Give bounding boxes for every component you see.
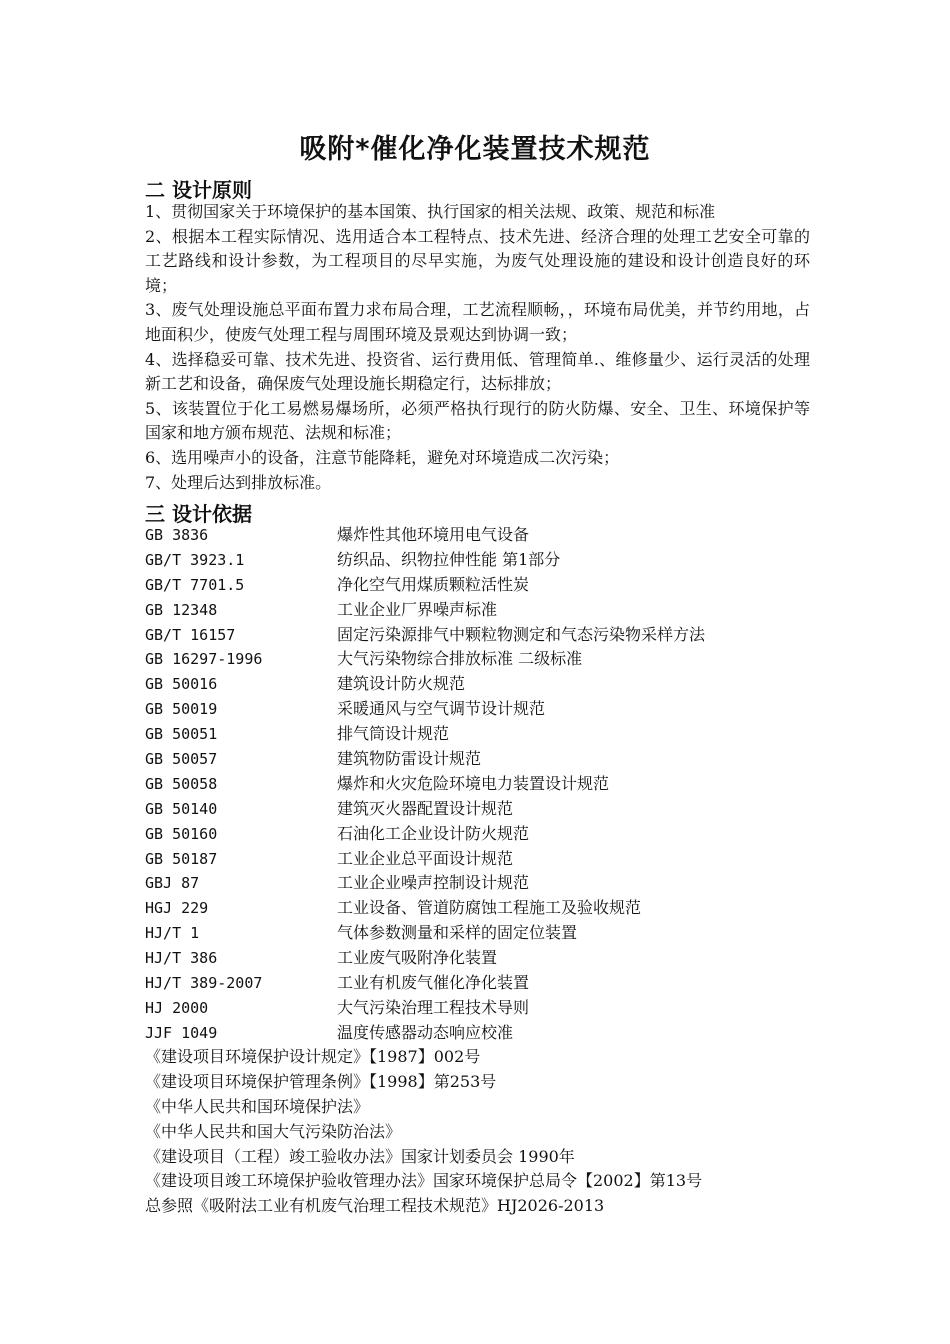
standard-code: GB/T 7701.5 <box>145 575 245 594</box>
standard-name: 爆炸和火灾危险环境电力装置设计规范 <box>337 773 610 793</box>
standard-name: 石油化工企业设计防火规范 <box>337 823 530 843</box>
standard-row <box>145 772 705 797</box>
standard-code: GB 50051 <box>145 725 218 744</box>
standard-code: HJ/T 386 <box>145 949 218 968</box>
standard-code: JJF 1049 <box>145 1023 218 1042</box>
regulations-list <box>145 1045 702 1219</box>
standard-code: GB 3836 <box>145 526 209 544</box>
standard-name: 大气污染物综合排放标准 二级标准 <box>337 649 583 669</box>
standard-name: 净化空气用煤质颗粒活性炭 <box>337 574 530 594</box>
standard-row <box>145 971 705 996</box>
standard-row <box>145 946 705 971</box>
standard-row <box>145 623 705 648</box>
standard-code: GB 50058 <box>145 774 218 793</box>
standard-row <box>145 871 705 896</box>
standard-row <box>145 672 705 697</box>
standard-row <box>145 722 705 747</box>
standard-name: 工业企业总平面设计规范 <box>337 848 514 868</box>
standard-name: 工业废气吸附净化装置 <box>337 948 498 968</box>
standard-code: GBJ 87 <box>145 874 200 893</box>
principle-item: 1、贯彻国家关于环境保护的基本国策、执行国家的相关法规、政策、规范和标准 <box>145 202 716 221</box>
standard-row <box>145 797 705 822</box>
standard-code: HGJ 229 <box>145 899 209 918</box>
standard-row <box>145 523 705 548</box>
standard-name: 工业有机废气催化净化装置 <box>337 973 530 993</box>
principle-item: 5、该装置位于化工易燃易爆场所，必须严格执行现行的防火防爆、安全、卫生、环境保护等国家和地方颁布规范、法规和标准； <box>145 398 810 443</box>
design-principles-list <box>145 200 810 495</box>
standard-name: 建筑物防雷设计规范 <box>337 749 482 769</box>
standard-name: 纺织品、织物拉伸性能 第1部分 <box>337 549 561 569</box>
regulation-item: 《建设项目（工程）竣工验收办法》国家计划委员会 1990年 <box>145 1146 575 1166</box>
regulation-item: 《建设项目环境保护设计规定》【1987】002号 <box>145 1047 481 1066</box>
standard-row <box>145 647 705 672</box>
principle-item: 2、根据本工程实际情况、选用适合本工程特点、技术先进、经济合理的处理工艺安全可靠的工艺路线和设计参数，为工程项目的尽早实施，为废气处理设施的建设和设计创造良好的环境； <box>145 226 810 295</box>
regulation-item: 总参照《吸附法工业有机废气治理工程技术规范》HJ2026-2013 <box>145 1196 605 1216</box>
standard-name: 工业企业厂界噪声标准 <box>337 599 498 619</box>
principle-item: 4、选择稳妥可靠、技术先进、投资省、运行费用低、管理简单.、维修量少、运行灵活的处理新工艺和设备，确保废气处理设施长期稳定行，达标排放； <box>145 349 810 394</box>
standard-row <box>145 548 705 573</box>
standard-code: GB 50187 <box>145 849 218 868</box>
standards-list <box>145 523 705 1046</box>
section-heading-design-principles: 二 设计原则 <box>145 178 252 202</box>
standard-code: GB 50140 <box>145 799 218 818</box>
standard-name: 工业企业噪声控制设计规范 <box>337 873 530 893</box>
standard-name: 排气筒设计规范 <box>337 724 450 744</box>
standard-row <box>145 598 705 623</box>
standard-row <box>145 896 705 921</box>
standard-name: 建筑灭火器配置设计规范 <box>337 798 514 818</box>
standard-name: 爆炸性其他环境用电气设备 <box>337 525 530 544</box>
principle-item: 7、处理后达到排放标准。 <box>145 472 332 492</box>
standard-code: GB/T 16157 <box>145 625 236 644</box>
document-title: 吸附*催化净化装置技术规范 <box>299 134 651 165</box>
regulation-item: 《建设项目竣工环境保护验收管理办法》国家环境保护总局令【2002】第13号 <box>145 1171 703 1191</box>
standard-code: HJ/T 1 <box>145 924 200 943</box>
standard-code: GB/T 3923.1 <box>145 550 245 569</box>
standard-name: 采暖通风与空气调节设计规范 <box>337 699 546 719</box>
regulation-item: 《中华人民共和国环境保护法》 <box>145 1096 370 1116</box>
regulation-item: 《中华人民共和国大气污染防治法》 <box>145 1121 402 1141</box>
standard-name: 温度传感器动态响应校准 <box>337 1022 514 1042</box>
standard-row <box>145 697 705 722</box>
standard-code: GB 12348 <box>145 600 218 619</box>
standard-row <box>145 822 705 847</box>
section-heading-design-basis: 三 设计依据 <box>145 502 252 526</box>
standard-name: 工业设备、管道防腐蚀工程施工及验收规范 <box>337 898 642 918</box>
standard-name: 固定污染源排气中颗粒物测定和气态污染物采样方法 <box>337 624 706 644</box>
standard-row <box>145 573 705 598</box>
standard-code: GB 50160 <box>145 824 218 843</box>
principle-item: 3、废气处理设施总平面布置力求布局合理，工艺流程顺畅，，环境布局优美，并节约用地，占地面积少，使废气处理工程与周围环境及景观达到协调一致； <box>145 300 810 344</box>
standard-row <box>145 921 705 946</box>
standard-row <box>145 747 705 772</box>
standard-name: 建筑设计防火规范 <box>337 674 466 694</box>
standard-row <box>145 1021 705 1046</box>
standard-code: HJ 2000 <box>145 998 209 1017</box>
standard-row <box>145 847 705 872</box>
principle-item: 6、选用噪声小的设备，注意节能降耗，避免对环境造成二次污染； <box>145 447 620 467</box>
standard-code: GB 16297-1996 <box>145 650 263 669</box>
standard-row <box>145 996 705 1021</box>
standard-code: GB 50057 <box>145 750 218 769</box>
standard-code: GB 50016 <box>145 675 218 694</box>
standard-code: GB 50019 <box>145 700 218 719</box>
standard-name: 大气污染治理工程技术导则 <box>337 997 530 1017</box>
standard-code: HJ/T 389-2007 <box>145 974 263 993</box>
regulation-item: 《建设项目环境保护管理条例》【1998】第253号 <box>145 1071 497 1091</box>
standard-name: 气体参数测量和采样的固定位装置 <box>337 923 578 943</box>
